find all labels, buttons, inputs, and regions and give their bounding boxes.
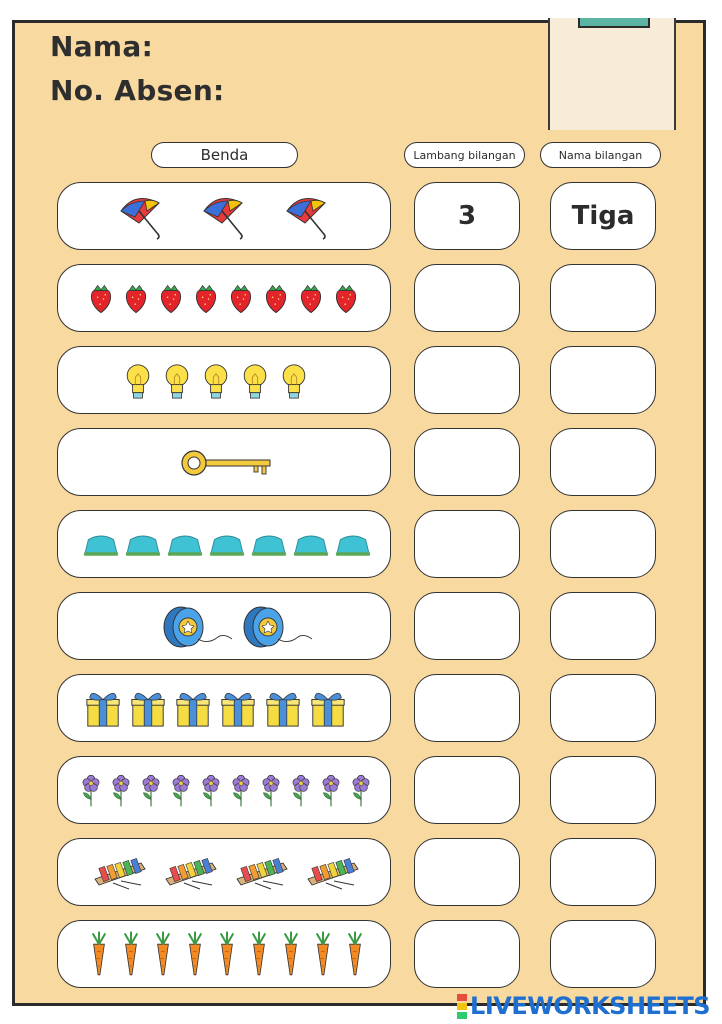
lambang-input-3[interactable] xyxy=(414,346,520,414)
object-row-4 xyxy=(57,428,391,496)
column-header-benda: Benda xyxy=(151,142,298,168)
object-row-3 xyxy=(57,346,391,414)
strawberry-icon xyxy=(231,285,250,312)
carrot-icon xyxy=(125,932,138,975)
gift-box-icon xyxy=(267,693,299,726)
object-row-10 xyxy=(57,920,391,988)
liveworksheets-logo-icon xyxy=(457,993,467,1020)
umbrella-icon xyxy=(121,199,159,240)
strawberry-icon xyxy=(336,285,355,312)
carrot-icon xyxy=(253,932,266,975)
lambang-input-7[interactable] xyxy=(414,674,520,742)
lambang-input-5[interactable] xyxy=(414,510,520,578)
nama-input-7[interactable] xyxy=(550,674,656,742)
object-row-8 xyxy=(57,756,391,824)
light-bulb-icon xyxy=(244,365,266,398)
umbrella-icon xyxy=(204,199,242,240)
key-icon xyxy=(182,451,270,475)
xylophone-icon xyxy=(237,858,287,889)
lambang-input-2[interactable] xyxy=(414,264,520,332)
xylophone-icon xyxy=(308,858,358,889)
xylophone-icon xyxy=(95,858,145,889)
strawberry-icon xyxy=(91,285,110,312)
lambang-input-10[interactable] xyxy=(414,920,520,988)
jelly-icon xyxy=(336,536,370,556)
carrot-icon xyxy=(349,932,362,975)
light-bulb-icon xyxy=(127,365,149,398)
light-bulb-icon xyxy=(205,365,227,398)
jelly-icon xyxy=(84,536,118,556)
absen-label: No. Absen: xyxy=(50,74,225,107)
jelly-icon xyxy=(126,536,160,556)
lambang-input-8[interactable] xyxy=(414,756,520,824)
lambang-input-4[interactable] xyxy=(414,428,520,496)
nama-input-10[interactable] xyxy=(550,920,656,988)
jelly-icon xyxy=(168,536,202,556)
lambang-input-9[interactable] xyxy=(414,838,520,906)
flower-icon xyxy=(293,775,309,806)
object-row-7 xyxy=(57,674,391,742)
nama-input-5[interactable] xyxy=(550,510,656,578)
flower-icon xyxy=(113,775,129,806)
xylophone-icon xyxy=(166,858,216,889)
object-row-5 xyxy=(57,510,391,578)
strawberry-icon xyxy=(196,285,215,312)
photo-box xyxy=(548,18,676,130)
gift-box-icon xyxy=(132,693,164,726)
carrot-icon xyxy=(221,932,234,975)
column-header-nama: Nama bilangan xyxy=(540,142,661,168)
photo-tab xyxy=(578,18,650,28)
flower-icon xyxy=(203,775,219,806)
strawberry-icon xyxy=(301,285,320,312)
strawberry-icon xyxy=(161,285,180,312)
flower-icon xyxy=(233,775,249,806)
flower-icon xyxy=(143,775,159,806)
column-header-lambang: Lambang bilangan xyxy=(404,142,525,168)
nama-input-3[interactable] xyxy=(550,346,656,414)
jelly-icon xyxy=(210,536,244,556)
flower-icon xyxy=(173,775,189,806)
object-row-1 xyxy=(57,182,391,250)
carrot-icon xyxy=(285,932,298,975)
carrot-icon xyxy=(189,932,202,975)
lambang-input-6[interactable] xyxy=(414,592,520,660)
nama-input-6[interactable] xyxy=(550,592,656,660)
carrot-icon xyxy=(317,932,330,975)
nama-input-2[interactable] xyxy=(550,264,656,332)
lambang-input-1[interactable] xyxy=(414,182,520,250)
jelly-icon xyxy=(252,536,286,556)
flower-icon xyxy=(353,775,369,806)
nama-input-4[interactable] xyxy=(550,428,656,496)
carrot-icon xyxy=(93,932,106,975)
light-bulb-icon xyxy=(283,365,305,398)
object-row-2 xyxy=(57,264,391,332)
light-bulb-icon xyxy=(166,365,188,398)
gift-box-icon xyxy=(312,693,344,726)
gift-box-icon xyxy=(222,693,254,726)
yoyo-icon xyxy=(244,607,312,647)
nama-input-1[interactable] xyxy=(550,182,656,250)
umbrella-icon xyxy=(287,199,325,240)
nama-input-8[interactable] xyxy=(550,756,656,824)
flower-icon xyxy=(83,775,99,806)
yoyo-icon xyxy=(164,607,232,647)
flower-icon xyxy=(263,775,279,806)
jelly-icon xyxy=(294,536,328,556)
footer-brand xyxy=(457,992,710,1020)
brand-text: LIVEWORKSHEETS xyxy=(470,992,710,1020)
gift-box-icon xyxy=(177,693,209,726)
name-label: Nama: xyxy=(50,30,154,63)
flower-icon xyxy=(323,775,339,806)
object-row-9 xyxy=(57,838,391,906)
strawberry-icon xyxy=(266,285,285,312)
gift-box-icon xyxy=(87,693,119,726)
strawberry-icon xyxy=(126,285,145,312)
nama-input-9[interactable] xyxy=(550,838,656,906)
object-row-6 xyxy=(57,592,391,660)
carrot-icon xyxy=(157,932,170,975)
